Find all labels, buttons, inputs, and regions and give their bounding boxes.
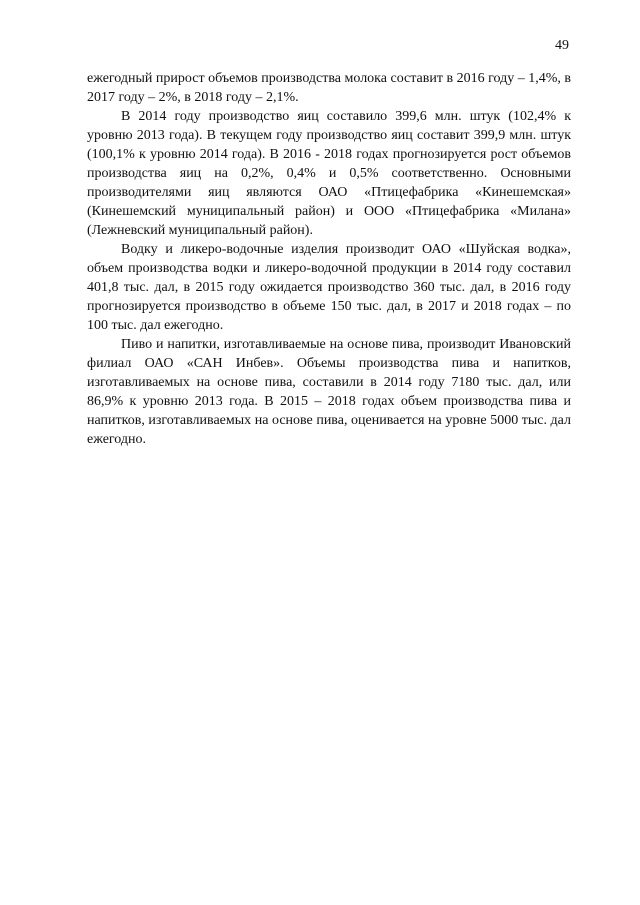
document-body [87,69,571,449]
paragraph-milk-growth: ежегодный прирост объемов производства молока составит в 2016 году – 1,4%, в 2017 году – 2%, в 2018 году – 2,1%. [87,71,571,105]
paragraph-beer-production: Пиво и напитки, изготавливаемые на основе пива, производит Ивановский филиал ОАО «САН Инбев». Объемы производства пива и напитков, изготавливаемых на основе пива, составили в 2014 году 7180 тыс. дал, или 86,9% к уровню 2013 года. В 2015 – 2018 годах объем производства пива и напитков, изготавливаемых на основе пива, оценивается на уровне 5000 тыс. дал ежегодно. [87,337,571,447]
paragraph-vodka-production: Водку и ликеро-водочные изделия производит ОАО «Шуйская водка», объем производства водки и ликеро-водочной продукции в 2014 году составил 401,8 тыс. дал, в 2015 году ожидается производство 360 тыс. дал, в 2016 году прогнозируется производство в объеме 150 тыс. дал, в 2017 и 2018 годах – по 100 тыс. дал ежегодно. [87,242,571,333]
page-number: 49 [555,38,569,53]
paragraph-egg-production: В 2014 году производство яиц составило 399,6 млн. штук (102,4% к уровню 2013 года). В текущем году производство яиц составит 399,9 млн. штук (100,1% к уровню 2014 года). В 2016 - 2018 годах прогнозируется рост объемов производства яиц на 0,2%, 0,4% и 0,5% соответственно. Основными производителями яиц являются ОАО «Птицефабрика «Кинешемская» (Кинешемский муниципальный район) и ООО «Птицефабрика «Милана» (Лежневский муниципальный район). [87,109,571,238]
